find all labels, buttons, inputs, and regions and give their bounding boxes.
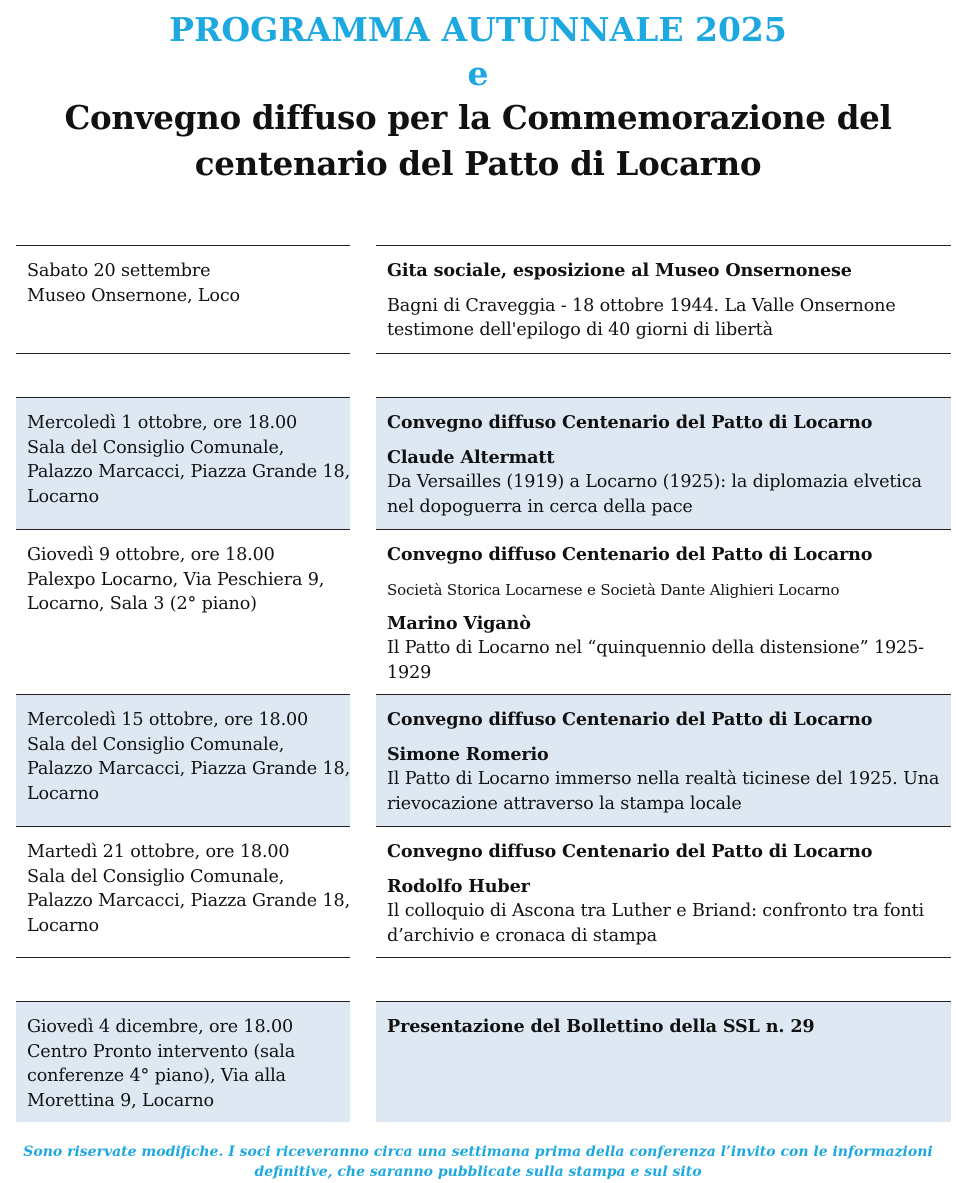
event-organizer: Società Storica Locarnese e Società Dante Alighieri Locarno (387, 580, 840, 599)
event-place: Morettina 9, Locarno (27, 1090, 214, 1111)
event-when-where (16, 397, 350, 529)
event-title: Gita sociale, esposizione al Museo Onsernonese (387, 260, 852, 281)
event-when-where (16, 826, 350, 958)
event-title: Presentazione del Bollettino della SSL n. 29 (387, 1016, 815, 1037)
conference-title-line-1: Convegno diffuso per la Commemorazione del (64, 98, 892, 137)
description-line: Il colloquio di Ascona tra Luther e Briand: confronto tra fonti (387, 901, 925, 922)
event-row-3 (16, 529, 951, 693)
event-row-5 (16, 826, 951, 958)
event-place: Sala del Consiglio Comunale, (27, 437, 285, 458)
event-details (376, 694, 951, 826)
footer-line: definitive, che saranno pubblicate sulla stampa e sul sito (254, 1164, 702, 1180)
event-date: Mercoledì 1 ottobre, ore 18.00 (27, 413, 298, 433)
event-row-2 (16, 397, 951, 529)
event-place: Palexpo Locarno, Via Peschiera 9, (27, 569, 325, 590)
event-place: Museo Onsernone, Loco (27, 285, 241, 306)
event-place: Sala del Consiglio Comunale, (27, 734, 285, 755)
event-title: Convegno diffuso Centenario del Patto di Locarno (387, 412, 873, 433)
footer-line: Sono riservate modifiche. I soci riceveranno circa una settimana prima della conferenza l’invito con le informazioni (23, 1144, 933, 1160)
event-date: Sabato 20 settembre (27, 261, 211, 281)
description-line: nel dopoguerra in cerca della pace (387, 496, 693, 517)
event-place: conferenze 4° piano), Via alla (27, 1066, 286, 1087)
title-connector: e (467, 54, 489, 93)
event-date: Giovedì 4 dicembre, ore 18.00 (27, 1017, 294, 1037)
event-speaker: Marino Viganò (387, 612, 531, 634)
event-description (387, 294, 951, 343)
event-place: Locarno (27, 486, 99, 507)
event-title: Convegno diffuso Centenario del Patto di Locarno (387, 841, 873, 862)
description-line: d’archivio e cronaca di stampa (387, 925, 657, 946)
event-details (376, 826, 951, 958)
event-place: Palazzo Marcacci, Piazza Grande 18, (27, 759, 351, 780)
description-line: Bagni di Craveggia - 18 ottobre 1944. La Valle Onsernone (387, 295, 896, 316)
event-details (376, 529, 951, 693)
description-line: rievocazione attraverso la stampa locale (387, 793, 742, 814)
event-row-1 (16, 245, 951, 354)
event-place: Palazzo Marcacci, Piazza Grande 18, (27, 891, 351, 912)
conference-title-line-2: centenario del Patto di Locarno (194, 144, 762, 183)
event-when-where (16, 529, 350, 693)
description-line: Il Patto di Locarno nel “quinquennio della distensione” 1925- (387, 638, 924, 659)
event-date: Mercoledì 15 ottobre, ore 18.00 (27, 710, 309, 730)
event-row-6 (16, 1001, 951, 1122)
event-title: Convegno diffuso Centenario del Patto di Locarno (387, 544, 873, 565)
event-place: Sala del Consiglio Comunale, (27, 866, 285, 887)
event-row-4 (16, 694, 951, 826)
event-place: Palazzo Marcacci, Piazza Grande 18, (27, 462, 351, 483)
event-details (376, 397, 951, 529)
event-when-where (16, 1001, 350, 1122)
event-details (376, 1001, 951, 1122)
event-speaker: Rodolfo Huber (387, 875, 530, 897)
footer-note (0, 1142, 956, 1182)
event-place: Locarno (27, 783, 99, 804)
event-speaker: Simone Romerio (387, 743, 549, 765)
description-line: Da Versailles (1919) a Locarno (1925): la diplomazia elvetica (387, 472, 922, 493)
event-date: Giovedì 9 ottobre, ore 18.00 (27, 545, 275, 565)
event-when-where (16, 245, 350, 354)
event-when-where (16, 694, 350, 826)
description-line: 1929 (387, 662, 432, 683)
event-place: Locarno, Sala 3 (2° piano) (27, 594, 257, 615)
event-speaker: Claude Altermatt (387, 446, 555, 468)
event-place: Locarno (27, 915, 99, 936)
event-place: Centro Pronto intervento (sala (27, 1041, 296, 1062)
event-date: Martedì 21 ottobre, ore 18.00 (27, 842, 290, 862)
description-line: Il Patto di Locarno immerso nella realtà ticinese del 1925. Una (387, 769, 940, 790)
program-title: PROGRAMMA AUTUNNALE 2025 (169, 10, 787, 49)
event-details (376, 245, 951, 354)
description-line: testimone dell'epilogo di 40 giorni di libertà (387, 320, 773, 341)
event-title: Convegno diffuso Centenario del Patto di Locarno (387, 709, 873, 730)
